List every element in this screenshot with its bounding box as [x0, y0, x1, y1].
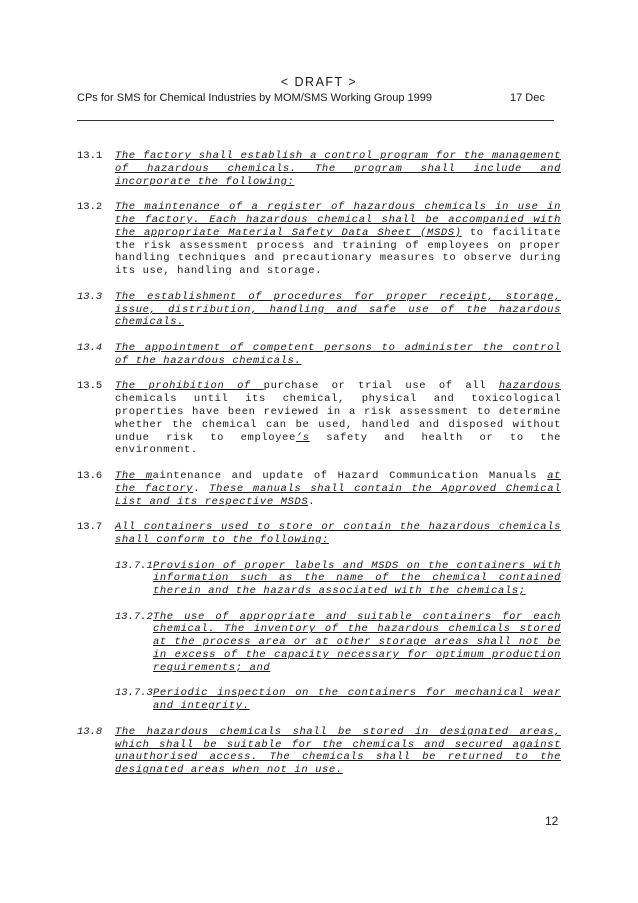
clause-number: 13.3	[77, 290, 103, 303]
subclause-number: 13.7.3	[115, 687, 153, 700]
clause-item	[77, 150, 561, 188]
header-divider	[77, 120, 554, 121]
subclause-text-span: Provision of proper labels and MSDS on the containers with information such as the name of the chemical contained therein and the hazards associated with the chemicals;	[153, 559, 561, 598]
header-title: CPs for SMS for Chemical Industries by MOM/SMS Working Group 1999	[77, 92, 432, 104]
clause-number: 13.5	[77, 380, 103, 393]
clause-text-span: The establishment of procedures for proper receipt, storage, issue, distribution, handling and safe use of the hazardous chemicals.	[115, 290, 561, 329]
header-date: 17 Dec	[510, 92, 545, 104]
clause-text-span: at the factory	[115, 469, 561, 495]
clause-number: 13.8	[77, 725, 103, 738]
clause-item	[77, 380, 561, 457]
subclause-item	[115, 687, 561, 713]
clause-text	[115, 470, 561, 508]
subclause-text-span: The use of appropriate and suitable containers for each chemical. The inventory of the hazardous chemicals stored at the process area or at other storage areas shall not be in excess of the capacity necessary for optimum production requirements; and	[153, 610, 561, 674]
clause-text	[115, 380, 561, 457]
clause-text-span: The hazardous chemicals shall be stored in designated areas, which shall be suitable for the chemicals and secured against unauthorised access. The chemicals shall be returned to the designated areas when not in use.	[115, 725, 561, 777]
subclause-text	[153, 560, 561, 598]
page-number: 12	[545, 814, 559, 828]
clause-item	[77, 521, 561, 547]
clause-text-span: safety and health or to the environment.	[115, 431, 561, 457]
subclause-text	[153, 687, 561, 713]
subclause-text	[153, 611, 561, 675]
clause-number: 13.2	[77, 201, 103, 214]
clause-text	[115, 291, 561, 329]
clause-text-span: The m	[115, 469, 153, 482]
clause-text-span: These manuals shall contain the Approved Chemical List and its respective MSDS	[115, 482, 561, 508]
clause-number: 13.4	[77, 341, 103, 354]
clause-text-span: The factory shall establish a control program for the management of hazardous chemicals. The program shall include and incorporate the following:	[115, 150, 561, 188]
clause-text-span: purchase or trial use of all	[263, 380, 499, 393]
clause-text-span: aintenance and update of Hazard Communication Manuals	[152, 469, 548, 482]
clause-text-span: The maintenance of a register of hazardous chemicals in use in the factory. Each hazardous chemical shall be accompanied with the appropriate Material Safety Data Sheet (MSDS)	[115, 201, 561, 239]
clause-number: 13.6	[77, 469, 103, 482]
clause-number: 13.7	[77, 521, 103, 534]
clause-item	[77, 291, 561, 329]
subclause-number: 13.7.1	[115, 559, 153, 572]
clause-text-span: ’s	[295, 431, 310, 444]
clause-text-span: .	[308, 495, 316, 508]
subclause-item	[115, 611, 561, 675]
clause-text-span: hazardous	[498, 380, 561, 393]
clause-item	[77, 726, 561, 777]
clause-item	[77, 342, 561, 368]
subclause-item	[115, 560, 561, 598]
clause-text-span: All containers used to store or contain the hazardous chemicals shall conform to the following:	[115, 521, 561, 546]
subclause-number: 13.7.2	[115, 610, 153, 623]
clause-text	[115, 201, 561, 278]
clause-item	[77, 201, 561, 278]
clause-text-span: The prohibition of	[115, 380, 264, 393]
document-body	[77, 150, 561, 790]
clause-number: 13.1	[77, 150, 103, 162]
clause-text	[115, 726, 561, 777]
clause-text	[115, 521, 561, 547]
clause-text-span: chemicals until its chemical, physical and toxicological properties have been reviewed in a risk assessment to determine whether the chemical can be used, handled and disposed without undue risk to employee	[115, 393, 561, 444]
clause-text-span: The appointment of competent persons to administer the control of the hazardous chemicals.	[115, 341, 561, 367]
clause-item	[77, 470, 561, 508]
subclause-text-span: Periodic inspection on the containers for mechanical wear and integrity.	[153, 687, 561, 713]
draft-label: < DRAFT >	[280, 75, 358, 89]
clause-text	[115, 342, 561, 368]
clause-text-span: .	[193, 482, 210, 495]
clause-text-span: to facilitate the risk assessment process and training of employees on proper handling techniques and precautionary measures to observe during its use, handling and storage.	[115, 226, 561, 278]
clause-text	[115, 150, 561, 188]
